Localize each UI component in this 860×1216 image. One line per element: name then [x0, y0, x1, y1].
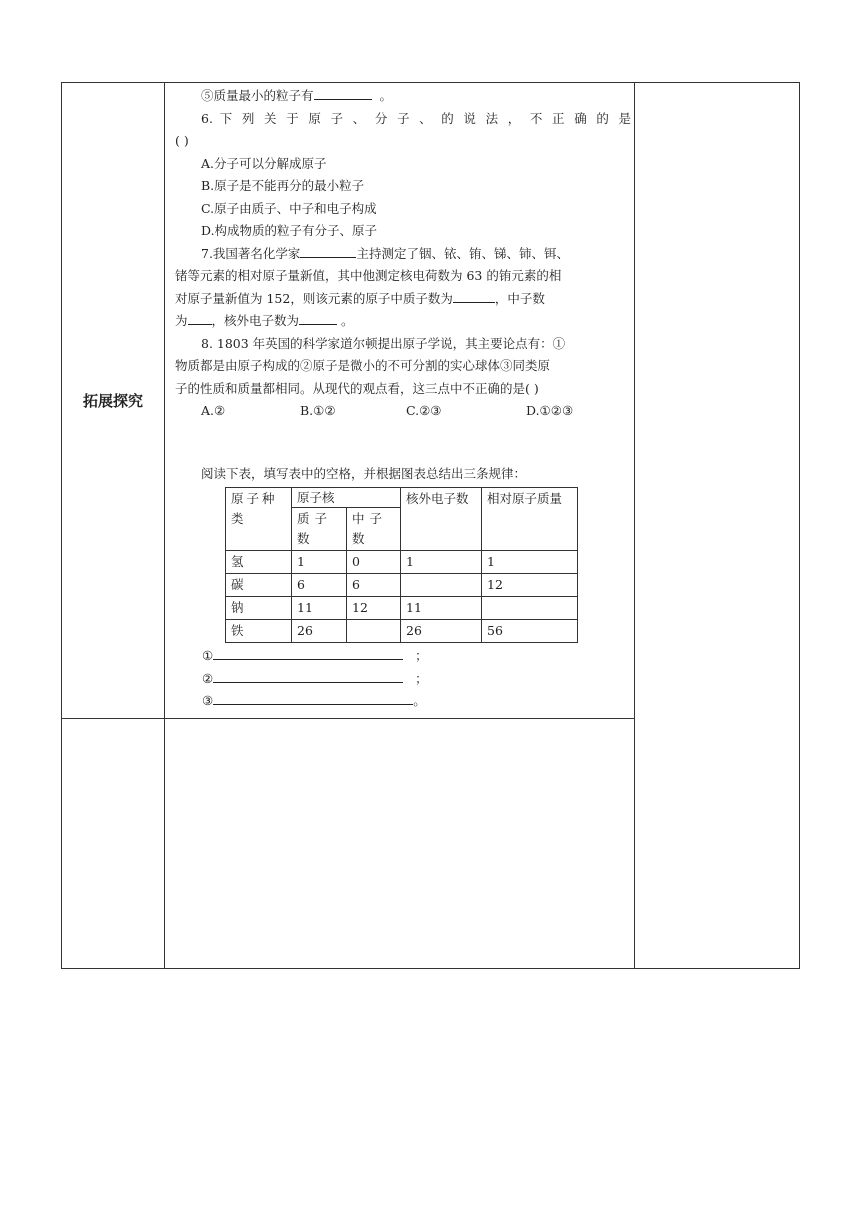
notes-column[interactable]: [635, 83, 800, 969]
blank-cell-sodium-mass[interactable]: [482, 597, 578, 620]
q7-proton-blank[interactable]: [453, 288, 495, 303]
blank-cell-carbon-electrons[interactable]: [401, 574, 482, 597]
q7-line1: 7.我国著名化学家 主持测定了铟、铱、铕、锑、铈、铒、: [175, 243, 631, 266]
q6-stem: 6. 下 列 关 于 原 子 、 分 子 、 的 说 法 ， 不 正 确 的 是: [201, 110, 631, 126]
rule-blank-2[interactable]: [213, 668, 403, 683]
q8-option-b: B.①②: [300, 403, 336, 418]
table-row: 铁 26 26 56: [226, 620, 578, 643]
table-row: 氢 1 0 1 1: [226, 551, 578, 574]
q8-line2: 物质都是由原子构成的②原子是微小的不可分割的实心球体③同类原: [175, 358, 551, 373]
header-neutrons: 中子数: [347, 508, 401, 551]
q5-line: ⑤质量最小的粒子有 。: [175, 85, 631, 108]
table-row: 钠 11 12 11: [226, 597, 578, 620]
q8-line3: 子的性质和质量都相同。从现代的观点看，这三点中不正确的是( ): [175, 380, 539, 396]
header-electrons: 核外电子数: [401, 488, 482, 551]
q6-option-d: D.构成物质的粒子有分子、原子: [201, 223, 378, 238]
header-protons: 质子数: [292, 508, 347, 551]
header-nucleus: 原子核: [292, 488, 401, 508]
empty-label-cell: [62, 719, 165, 969]
q7-electron-blank[interactable]: [299, 310, 337, 325]
q6-option-b: B.原子是不能再分的最小粒子: [201, 178, 365, 193]
q7-chemist-blank[interactable]: [300, 243, 356, 258]
header-relative-mass: 相对原子质量: [482, 488, 578, 551]
q7-line3: 对原子量新值为 152，则该元素的原子中质子数为 ，中子数: [175, 288, 631, 311]
header-atom-type: 原子种类: [226, 488, 292, 551]
worksheet-table: [61, 82, 800, 969]
blank-cell-iron-neutrons[interactable]: [347, 620, 401, 643]
rule-blank-3[interactable]: [213, 690, 413, 705]
rule-blank-1[interactable]: [213, 645, 403, 660]
table-row: 碳 6 6 12: [226, 574, 578, 597]
reading-instruction: 阅读下表，填写表中的空格，并根据图表总结出三条规律：: [201, 465, 527, 481]
rule-line-3: ③ 。: [175, 690, 631, 713]
rule-line-1: ① ；: [175, 645, 631, 668]
q6-option-c: C.原子由质子、中子和电子构成: [201, 200, 377, 216]
q8-options: [175, 400, 631, 423]
q8-option-c: C.②③: [406, 403, 442, 418]
content-cell: [165, 83, 635, 719]
q7-neutron-blank[interactable]: [188, 310, 212, 325]
q8-option-d: D.①②③: [526, 403, 574, 418]
atom-data-table: [225, 487, 578, 643]
empty-content-cell[interactable]: [165, 719, 635, 969]
q7-line2: 锗等元素的相对原子量新值，其中他测定核电荷数为 63 的铕元素的相: [175, 268, 562, 283]
q6-paren: ( ): [175, 133, 189, 148]
q8-option-a: A.②: [201, 403, 226, 418]
section-label: 拓展探究: [62, 83, 165, 719]
q5-blank[interactable]: [314, 85, 372, 100]
q6-option-a: A.分子可以分解成原子: [201, 155, 327, 171]
q8-line1: 8. 1803 年英国的科学家道尔顿提出原子学说，其主要论点有：①: [201, 335, 566, 351]
q7-line4: 为 ，核外电子数为 。: [175, 310, 631, 333]
rule-line-2: ② ；: [175, 668, 631, 691]
